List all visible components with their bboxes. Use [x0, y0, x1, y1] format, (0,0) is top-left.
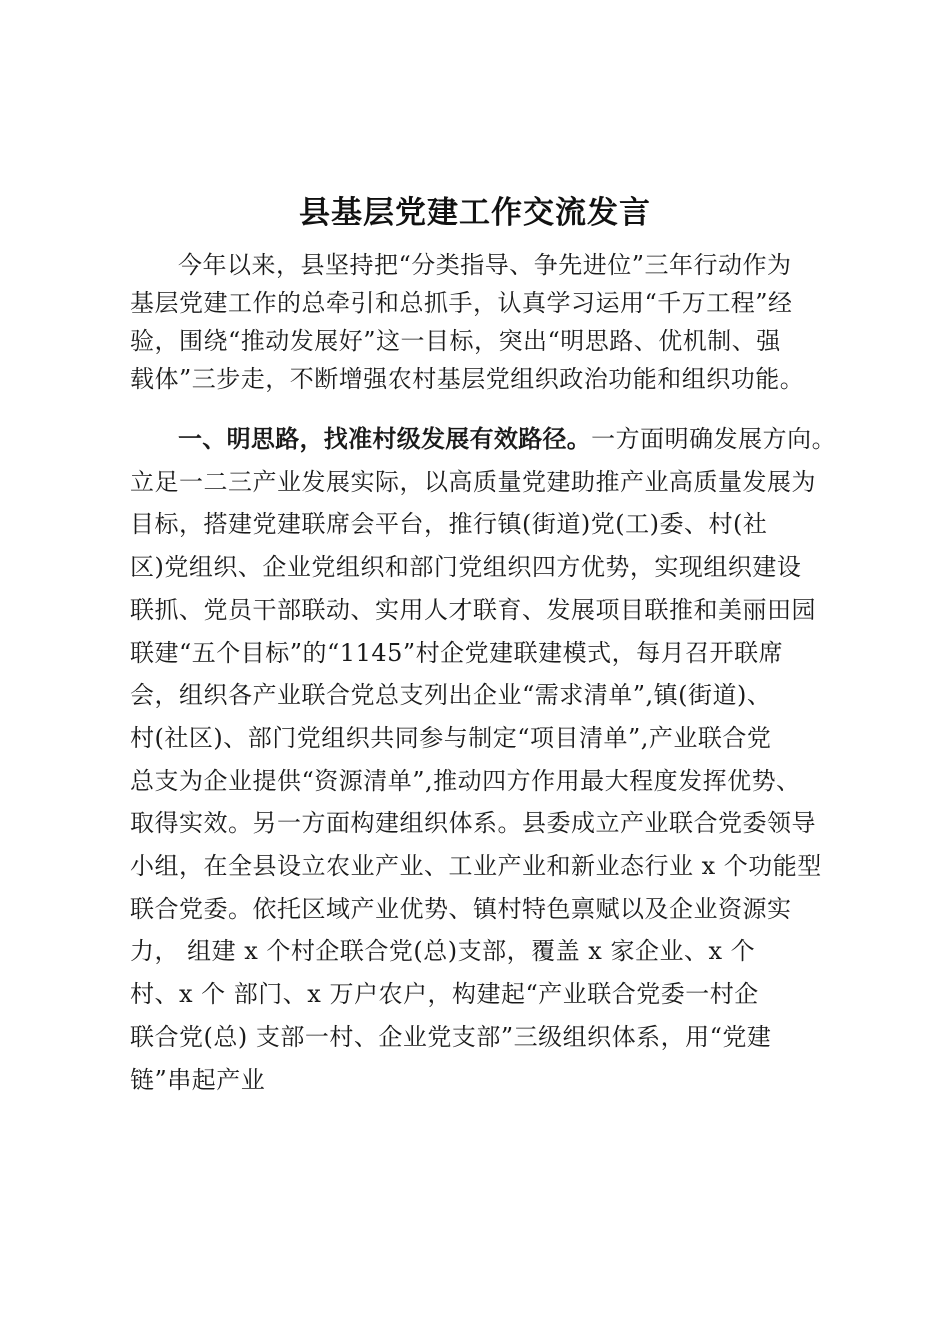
body-line: 联抓、党员干部联动、实用人才联育、发展项目联推和美丽田园 — [130, 595, 816, 624]
body-line: 取得实效。另一方面构建组织体系。县委成立产业联合党委领导 — [130, 809, 816, 838]
body-line: 联合党委。依托区域产业优势、镇村特色禀赋以及企业资源实 — [130, 894, 792, 923]
section-1-heading: 一、明思路，找准村级发展有效路径。 — [178, 425, 592, 453]
section-1-first-line-text: 一方面明确发展方向。 — [591, 425, 837, 453]
body-line: 力， 组建 x 个村企联合党(总)支部，覆盖 x 家企业、x 个 — [130, 937, 756, 966]
intro-line: 基层党建工作的总牵引和总抓手，认真学习运用“千万工程”经 — [130, 289, 793, 317]
body-line: 总支为企业提供“资源清单”,推动四方作用最大程度发挥优势、 — [130, 766, 801, 795]
body-line: 联建“五个目标”的“1145”村企党建联建模式，每月召开联席 — [130, 638, 784, 667]
section-1-paragraph — [130, 418, 840, 1101]
body-line: 目标，搭建党建联席会平台，推行镇(街道)党(工)委、村(社 — [130, 510, 768, 539]
body-line: 村(社区)、部门党组织共同参与制定“项目清单”,产业联合党 — [130, 723, 772, 752]
body-line: 区)党组织、企业党组织和部门党组织四方优势，实现组织建设 — [130, 553, 802, 582]
intro-line: 验，围绕“推动发展好”这一目标，突出“明思路、优机制、强 — [130, 327, 781, 355]
body-line: 会，组织各产业联合党总支列出企业“需求清单”,镇(街道)、 — [130, 681, 772, 710]
intro-line: 载体”三步走，不断增强农村基层党组织政治功能和组织功能。 — [130, 365, 805, 393]
section-1-first-line — [130, 418, 840, 461]
body-line: 小组，在全县设立农业产业、工业产业和新业态行业 x 个功能型 — [130, 852, 822, 881]
intro-paragraph — [130, 246, 830, 398]
intro-line: 今年以来，县坚持把“分类指导、争先进位”三年行动作为 — [178, 251, 792, 279]
body-line: 村、x 个 部门、x 万户农户，构建起“产业联合党委一村企 — [130, 980, 759, 1009]
body-line: 联合党(总) 支部一村、企业党支部”三级组织体系，用“党建 — [130, 1022, 772, 1051]
body-line: 链”串起产业 — [130, 1065, 266, 1094]
document-title: 县基层党建工作交流发言 — [299, 195, 651, 231]
body-line: 立足一二三产业发展实际，以高质量党建助推产业高质量发展为 — [130, 467, 816, 496]
